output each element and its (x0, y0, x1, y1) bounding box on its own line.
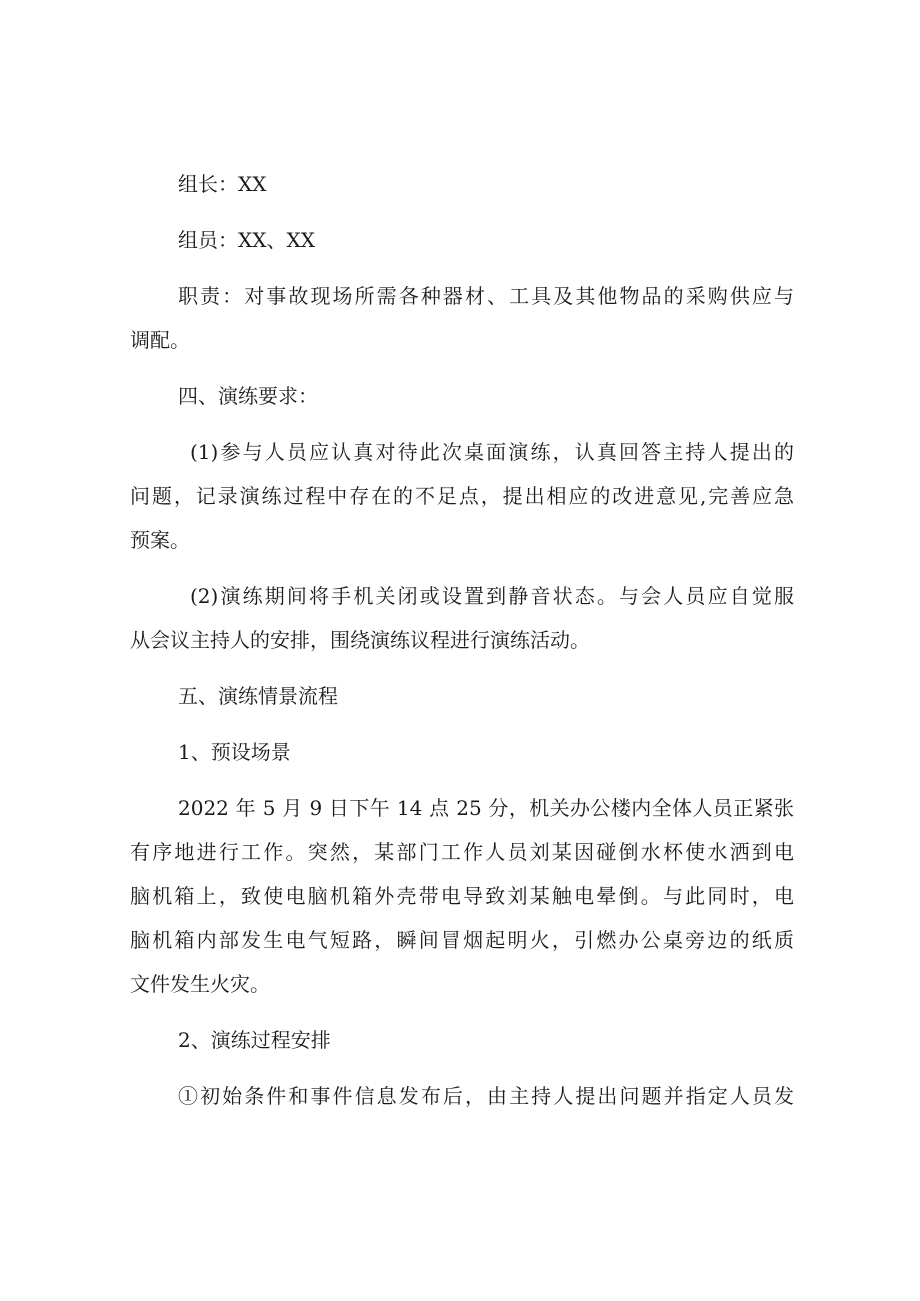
requirement-1-line-2: 问题，记录演练过程中存在的不足点，提出相应的改进意见,完善应急 (130, 484, 794, 508)
group-leader-line: 组长：XX (178, 172, 267, 196)
scenario-line-5: 文件发生火灾。 (130, 972, 270, 996)
scenario-line-1: 2022 年 5 月 9 日下午 14 点 25 分，机关办公楼内全体人员正紧张 (178, 796, 794, 820)
scenario-line-4: 脑机箱内部发生电气短路，瞬间冒烟起明火，引燃办公桌旁边的纸质 (130, 928, 794, 952)
section-heading-scenario-flow: 五、演练情景流程 (178, 684, 338, 708)
scenario-line-3: 脑机箱上，致使电脑机箱外壳带电导致刘某触电晕倒。与此同时，电 (130, 884, 794, 908)
requirement-1-line-1: (1)参与人员应认真对待此次桌面演练，认真回答主持人提出的 (190, 440, 794, 464)
duties-line-1: 职责：对事故现场所需各种器材、工具及其他物品的采购供应与 (178, 284, 794, 308)
arrangement-line-1: ①初始条件和事件信息发布后，由主持人提出问题并指定人员发 (178, 1084, 794, 1108)
section-heading-requirements: 四、演练要求： (178, 384, 318, 408)
group-members-line: 组员：XX、XX (178, 228, 315, 252)
scenario-line-2: 有序地进行工作。突然，某部门工作人员刘某因碰倒水杯使水洒到电 (130, 840, 794, 864)
duties-line-2: 调配。 (130, 328, 190, 352)
requirement-1-line-3: 预案。 (130, 528, 190, 552)
subheading-process-arrangement: 2、演练过程安排 (178, 1028, 331, 1052)
requirement-2-line-1: (2)演练期间将手机关闭或设置到静音状态。与会人员应自觉服 (190, 584, 794, 608)
requirement-2-line-2: 从会议主持人的安排，围绕演练议程进行演练活动。 (130, 628, 590, 652)
subheading-preset-scenario: 1、预设场景 (178, 740, 291, 764)
